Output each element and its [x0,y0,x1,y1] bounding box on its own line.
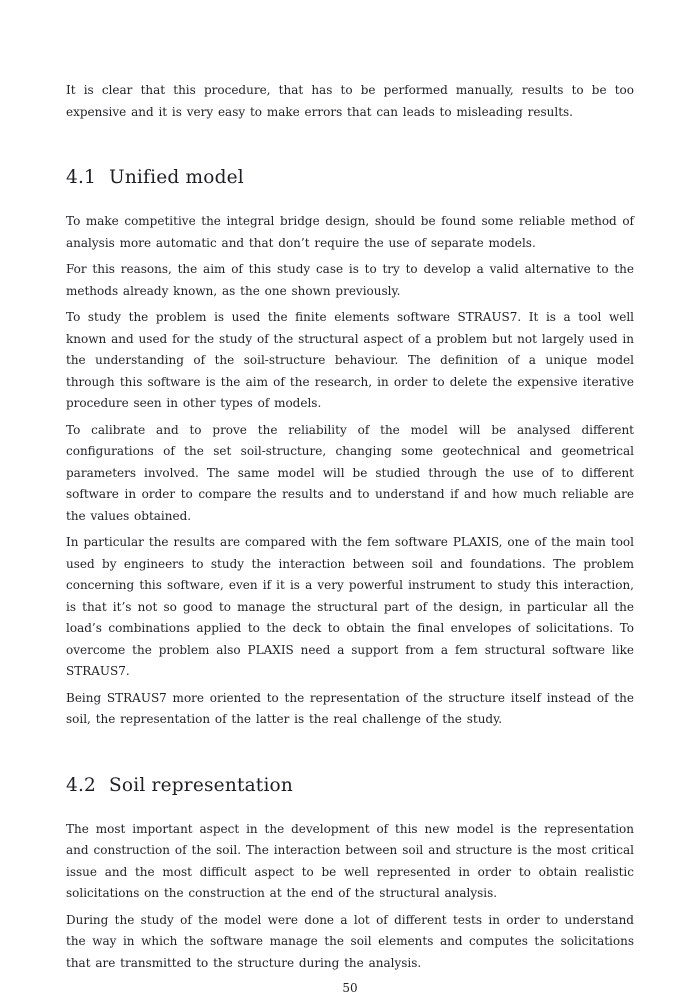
intro-paragraph: It is clear that this procedure, that has to be performed manually, results to be too expensive and it is very easy to make errors that can leads to misleading results. [66,83,634,119]
body-paragraph: To make competitive the integral bridge design, should be found some reliable method of analysis more automatic and that don’t require the use of separate models. [66,214,634,250]
body-paragraph: To study the problem is used the finite elements software STRAUS7. It is a tool well known and used for the study of the structural aspect of a problem but not largely used in the understanding of the soil-structure behaviour. The definition of a unique model through this software is the aim of the research, in order to delete the expensive iterative procedure seen in other types of models. [66,310,634,410]
body-paragraph: To calibrate and to prove the reliability of the model will be analysed different configurations of the set soil-structure, changing some geotechnical and geometrical parameters involved. The same model will be studied through the use of to different software in order to compare the results and to understand if and how much reliable are the values obtained. [66,422,634,523]
section-title: Unified model [109,167,244,188]
body-paragraph: For this reasons, the aim of this study case is to try to develop a valid alternative to the methods already known, as the one shown previously. [66,262,634,298]
section-number: 4.2 [66,774,97,796]
section-heading-unified-model [66,165,634,191]
page-footer [66,979,634,992]
section-title: Soil representation [109,774,294,796]
body-paragraph: During the study of the model were done a lot of different tests in order to understand the way in which the software manage the soil elements and computes the solicitations that are transmitted to the structure during the analysis. [66,912,634,970]
page-number: 50 [342,981,358,992]
section-heading-soil-representation [66,773,634,799]
body-paragraph: In particular the results are compared with the fem software PLAXIS, one of the main tool used by engineers to study the interaction between soil and foundations. The problem concerning this software, even if it is a very powerful instrument to study this interaction, is that it’s not so good to manage the structural part of the design, in particular all the load’s combinations applied to the deck to obtain the final envelopes of solicitations. To overcome the problem also PLAXIS need a support from a fem structural software like STRAUS7. [66,535,634,678]
section-number: 4.1 [66,167,97,188]
body-paragraph: Being STRAUS7 more oriented to the representation of the structure itself instead of the soil, the representation of the latter is the real challenge of the study. [66,690,634,726]
body-paragraph: The most important aspect in the development of this new model is the representation and construction of the soil. The interaction between soil and structure is the most critical issue and the most difficult aspect to be well represented in order to obtain realistic solicitations on the construction at the end of the structural analysis. [66,821,634,900]
